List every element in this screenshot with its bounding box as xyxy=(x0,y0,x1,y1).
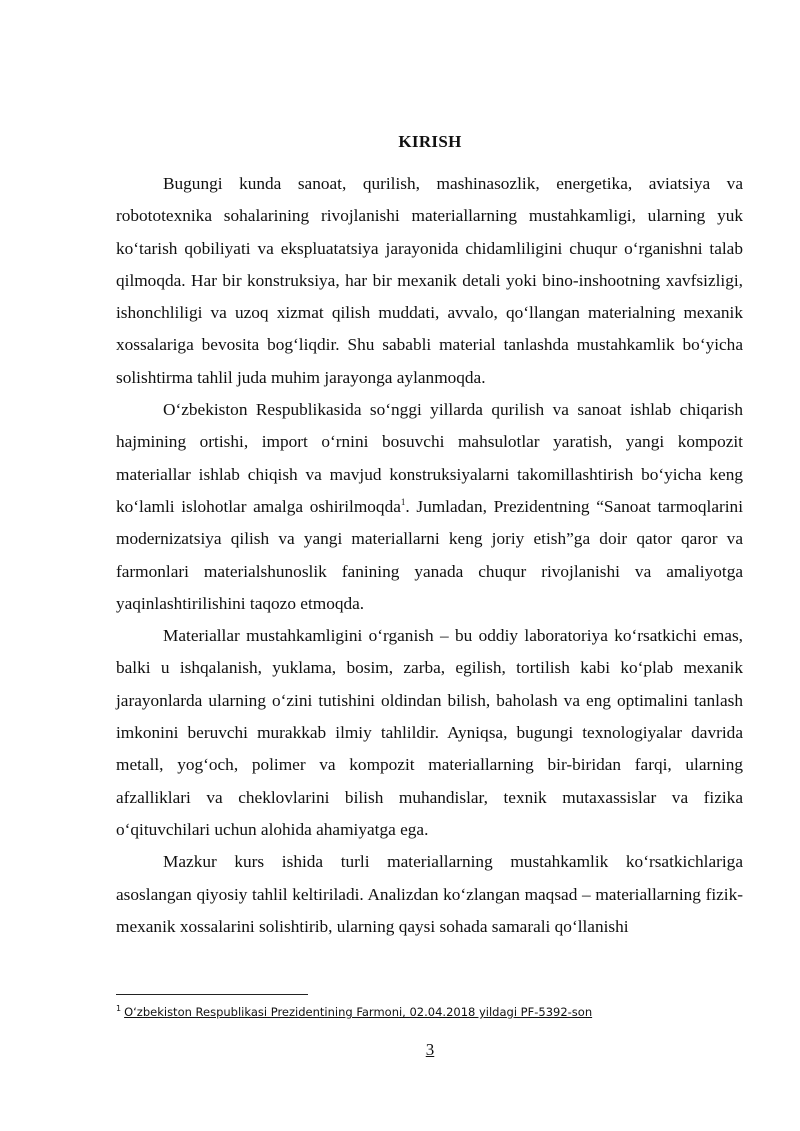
paragraph-text: Mazkur kurs ishida turli materiallarning mustahkamlik ko‘rsatkichlariga asoslangan qiyosiy tahlil keltiriladi. Analizdan ko‘zlangan maqsad – materiallarning fizik-mexanik xossalarini solishtirib, ularning qaysi sohada samarali qo‘llanishi xyxy=(116,852,743,936)
paragraph xyxy=(116,168,743,394)
paragraph xyxy=(116,846,743,943)
footnote-reference[interactable]: 1 xyxy=(400,497,406,508)
paragraph xyxy=(116,394,743,620)
paragraph-text: O‘zbekiston Respublikasida so‘nggi yillarda qurilish va sanoat ishlab chiqarish hajmining ortishi, import o‘rnini bosuvchi mahsulotlar yaratish, yangi kompozit materiallar ishlab chiqish va mavjud konstruksiyalarni takomillashtirish bo‘yicha keng ko‘lamli islohotlar amalga oshirilmoqda xyxy=(116,400,743,516)
page-number: 3 xyxy=(425,1040,435,1059)
footnote-text: O‘zbekiston Respublikasi Prezidentining Farmoni, 02.04.2018 yildagi PF-5392-son xyxy=(124,1004,593,1019)
paragraph-text: Bugungi kunda sanoat, qurilish, mashinasozlik, energetika, aviatsiya va robototexnika sohalarining rivojlanishi materiallarning mustahkamligi, ularning yuk ko‘tarish qobiliyati va ekspluatatsiya jarayonida chidamliligini chuqur o‘rganishni talab qilmoqda. Har bir konstruksiya, har bir mexanik detali yoki bino-inshootning xavfsizligi, ishonchliligi va uzoq xizmat qilish muddati, avvalo, qo‘llangan materialning mexanik xossalariga bevosita bog‘liqdir. Shu sababli material tanlashda mustahkamlik bo‘yicha solishtirma tahlil juda muhim jarayonga aylanmoqda. xyxy=(116,174,743,387)
paragraph-text: . Jumladan, Prezidentning “Sanoat tarmoqlarini modernizatsiya qilish va yangi materiallarni keng joriy etish”ga doir qator qaror va farmonlari materialshunoslik fanining yanada chuqur rivojlanishi va amaliyotga yaqinlashtirilishini taqozo etmoqda. xyxy=(116,496,743,613)
paragraph-text: Materiallar mustahkamligini o‘rganish – bu oddiy laboratoriya ko‘rsatkichi emas, balki u ishqalanish, yuklama, bosim, zarba, egilish, tortilish kabi ko‘plab mexanik jarayonlarda ularning o‘zini tutishini oldindan bilish, baholash va eng optimalini tanlash imkonini beruvchi murakkab ilmiy tahlildir. Ayniqsa, bugungi texnologiyalar davrida metall, yog‘och, polimer va kompozit materiallarning bir-biridan farqi, ularning afzalliklari va cheklovlarini bilish muhandislar, texnik mutaxassislar va fizika o‘qituvchilari uchun alohida ahamiyatga ega. xyxy=(116,626,743,839)
footnote-separator xyxy=(116,994,308,995)
footnote-marker: 1 xyxy=(116,1004,122,1013)
footnote xyxy=(116,1004,592,1019)
paragraph xyxy=(116,620,743,846)
document-body xyxy=(116,168,743,943)
page-title: KIRISH xyxy=(398,132,462,151)
